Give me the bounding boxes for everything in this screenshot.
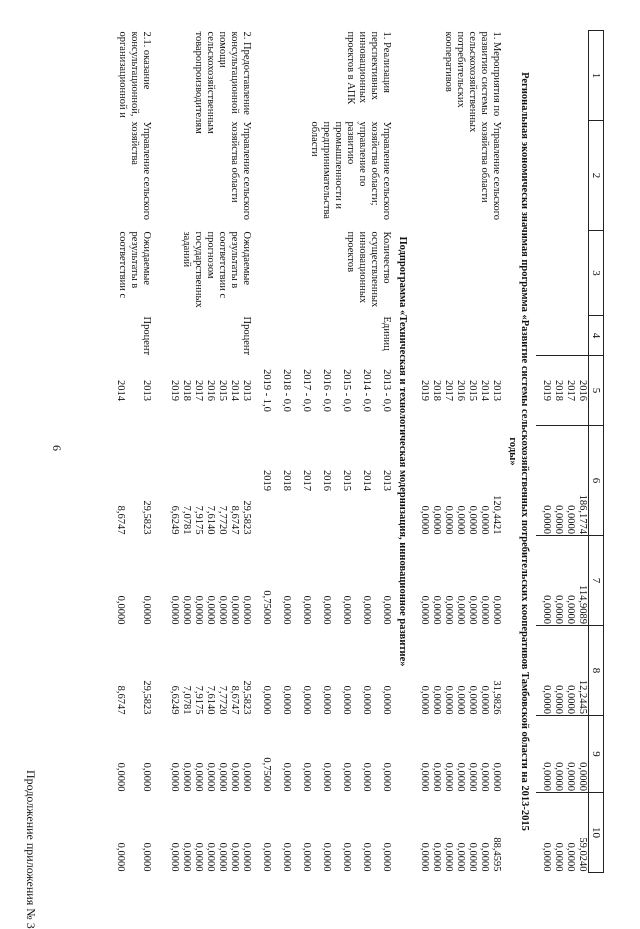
cell-value: 0,0000 (361, 762, 373, 792)
cell-value: 0,0000 (467, 595, 479, 625)
activity-name: Предоставление консультационной помощи сельскохозяйственным товаропроизводителям (193, 31, 253, 134)
cell-value: 0,0000 (341, 762, 353, 792)
cell-value: 2016 - 0,0 (321, 369, 333, 412)
cell-value: 0,0000 (565, 505, 576, 534)
cell-value: 0,0000 (301, 762, 313, 792)
cell-value: 0,0000 (321, 842, 333, 872)
col9-values (253, 794, 393, 872)
col-header-2: 2 (589, 121, 604, 231)
col-header-1: 1 (589, 31, 604, 121)
cell-value: 2018 - 0,0 (281, 369, 293, 412)
unit: Процент (141, 316, 153, 356)
indicator: Ожидаемые результаты в соответствии с (117, 231, 153, 299)
cell-value: 2018 (181, 380, 193, 401)
cell-value: 7,0781 (181, 505, 193, 535)
cell-value: 2014 (361, 470, 373, 491)
cell-value: 0,0000 (479, 842, 491, 872)
cell-value: 7,9175 (193, 685, 205, 715)
cell-value: 0,0000 (169, 762, 181, 792)
cell-value: 88,4595 (491, 837, 503, 872)
row-number: 1. (491, 31, 503, 40)
cell-value: 0,0000 (565, 762, 576, 791)
col10-values (540, 794, 588, 872)
cell-value: 0,0000 (577, 762, 588, 791)
cell-value: 0,0000 (431, 762, 443, 792)
col7-values (540, 537, 588, 624)
cell-value: 0,0000 (553, 505, 564, 534)
cell-value: 0,0000 (419, 762, 431, 792)
cell-value: 0,0000 (141, 762, 153, 792)
col-header-8: 8 (589, 626, 604, 716)
year-list (540, 357, 588, 424)
cell-value: 0,0000 (479, 595, 491, 625)
col6-values (101, 427, 153, 535)
cell-value: 0,0000 (541, 842, 552, 872)
cell-value: 0,0000 (361, 595, 373, 625)
cell-value: 0,0000 (419, 505, 431, 535)
cell-value: 0,0000 (443, 842, 455, 872)
cell-value: 0,75000 (261, 590, 273, 625)
cell-value: 0,0000 (229, 595, 241, 625)
col-header-6: 6 (589, 426, 604, 536)
cell-value: 0,0000 (361, 685, 373, 715)
cell-value: 0,0000 (205, 842, 217, 872)
program-row-3 (153, 31, 253, 873)
cell-value: 2014 (479, 380, 491, 401)
cell-value: 2013 (141, 380, 153, 401)
cell-value: 2015 (217, 380, 229, 401)
cell-value: 0,0000 (205, 762, 217, 792)
cell-value: 12,2445 (577, 679, 588, 714)
cell-value: 0,0000 (455, 842, 467, 872)
cell-value: 2017 (443, 380, 455, 401)
cell-value: 2015 - 0,0 (341, 369, 353, 412)
col10-values (419, 794, 503, 872)
col8-values (419, 627, 503, 715)
cell-value: 0,0000 (205, 595, 217, 625)
row-number: 2. (241, 31, 253, 40)
cell-value: 0,0000 (141, 595, 153, 625)
year-list (169, 357, 253, 425)
section-title-2: Подпрограмма «Техническая и технологическая модернизация, инновационное развитие» (397, 236, 409, 667)
cell-value: 0,0000 (241, 762, 253, 792)
cell-value: 0,0000 (115, 762, 127, 792)
cell-value: 0,0000 (229, 842, 241, 872)
cell-value: 0,0000 (455, 505, 467, 535)
section-title-row (503, 31, 537, 873)
appendix-label: Продолжение приложения № 3 (24, 770, 38, 929)
col6-values (419, 427, 503, 535)
cell-value: 0,0000 (141, 842, 153, 872)
cell-value: 2016 (455, 380, 467, 401)
cell-value: 0,0000 (281, 762, 293, 792)
cell-value: 0,0000 (381, 842, 393, 872)
cell-value: 0,0000 (553, 595, 564, 624)
section-title-row (393, 31, 415, 873)
col10-values (169, 794, 253, 872)
executor: Управление сельского хозяйства области; управление по развитию промышленности и предпринимательства области (309, 121, 393, 221)
cell-value: 2013 (381, 470, 393, 491)
cell-value: 2017 (565, 380, 576, 401)
cell-value: 2019 (541, 380, 552, 401)
cell-value: 2017 (301, 470, 313, 491)
cell-value: 0,0000 (431, 842, 443, 872)
target-values (253, 357, 393, 425)
unit: Единиц (381, 316, 393, 351)
executor: Управление сельского хозяйства области (229, 121, 253, 221)
cell-value: 0,0000 (479, 505, 491, 535)
carry-over-row (537, 31, 589, 873)
cell-value: 0,0000 (443, 505, 455, 535)
cell-value: 2015 (341, 470, 353, 491)
cell-value: 0,0000 (261, 685, 273, 715)
cell-value: 7,0781 (181, 685, 193, 715)
col8-values (169, 627, 253, 715)
cell-value: 0,0000 (431, 505, 443, 535)
cell-value: 29,5823 (241, 680, 253, 715)
year-list (253, 427, 393, 535)
cell-value: 0,0000 (341, 842, 353, 872)
cell-value: 0,0000 (169, 842, 181, 872)
cell-value: 0,0000 (565, 842, 576, 872)
year-list (101, 357, 153, 425)
cell-value: 0,0000 (443, 685, 455, 715)
cell-value: 2016 (577, 380, 588, 401)
cell-value: 2018 (431, 380, 443, 401)
cell-value: 29,5823 (141, 680, 153, 715)
col7-values (169, 537, 253, 625)
col-header-9: 9 (589, 716, 604, 793)
cell-value: 2017 - 0,0 (301, 369, 313, 412)
cell-value: 0,0000 (381, 762, 393, 792)
col9-values (169, 717, 253, 792)
cell-value: 0,0000 (193, 842, 205, 872)
program-row-1 (415, 31, 503, 873)
cell-value: 0,0000 (381, 595, 393, 625)
cell-value: 2013 (241, 380, 253, 401)
activity-name: Реализация перспективных инновационных проектов в АПК (345, 31, 393, 105)
cell-value: 2018 (553, 380, 564, 401)
cell-value: 0,0000 (241, 842, 253, 872)
cell-value: 0,0000 (321, 685, 333, 715)
cell-value: 0,0000 (431, 595, 443, 625)
cell-value: 0,0000 (479, 762, 491, 792)
cell-value: 0,0000 (541, 685, 552, 714)
cell-value: 2014 (229, 380, 241, 401)
cell-value: 0,0000 (181, 595, 193, 625)
cell-value: 0,0000 (261, 842, 273, 872)
cell-value: 0,0000 (241, 595, 253, 625)
cell-value: 7,9175 (193, 505, 205, 535)
cell-value: 7,6140 (205, 505, 217, 535)
executor: Управление сельского хозяйства области (479, 121, 503, 221)
cell-value: 31,9826 (491, 680, 503, 715)
cell-value: 0,0000 (467, 685, 479, 715)
cell-value: 2019 (419, 380, 431, 401)
col-header-3: 3 (589, 231, 604, 316)
cell-value: 0,0000 (281, 842, 293, 872)
cell-value: 0,0000 (443, 595, 455, 625)
cell-value: 7,7720 (217, 685, 229, 715)
cell-value: 0,0000 (115, 595, 127, 625)
col7-values (253, 627, 393, 715)
year-list (419, 357, 503, 425)
cell-value: 0,0000 (281, 595, 293, 625)
cell-value: 186,1774 (577, 494, 588, 534)
cell-value: 2016 (321, 470, 333, 491)
cell-value: 0,75000 (261, 757, 273, 792)
cell-value: 0,0000 (341, 595, 353, 625)
cell-value: 2014 - 0,0 (361, 369, 373, 412)
cell-value: 0,0000 (479, 685, 491, 715)
cell-value: 7,6140 (205, 685, 217, 715)
cell-value: 120,4421 (491, 495, 503, 535)
cell-value: 0,0000 (217, 762, 229, 792)
cell-value: 2017 (193, 380, 205, 401)
cell-value: 0,0000 (229, 762, 241, 792)
col9-values (540, 717, 588, 791)
cell-value: 6,6249 (169, 685, 181, 715)
cell-value: 59,0240 (577, 837, 588, 872)
cell-value: 0,0000 (467, 842, 479, 872)
cell-value: 0,0000 (193, 595, 205, 625)
cell-value: 2016 (205, 380, 217, 401)
cell-value: 8,6747 (115, 505, 127, 535)
col8-values (253, 717, 393, 792)
col6-values (169, 427, 253, 535)
col6-values (253, 537, 393, 625)
cell-value: 0,0000 (281, 685, 293, 715)
cell-value: 0,0000 (491, 595, 503, 625)
cell-value: 0,0000 (455, 685, 467, 715)
cell-value: 0,0000 (419, 685, 431, 715)
row-number: 2.1. (141, 31, 153, 48)
cell-value: 2019 (169, 380, 181, 401)
cell-value: 0,0000 (553, 842, 564, 872)
cell-value: 0,0000 (431, 685, 443, 715)
section-title-1: Региональная экономически значимая программа «Развитие системы сельскохозяйственных потребительских кооперативов Тамбовской области на 2013-2015 годы» (507, 72, 531, 831)
col-header-5: 5 (589, 356, 604, 426)
indicator: Ожидаемые результаты в соответствии с прогнозом государственных заданий (181, 231, 253, 308)
cell-value: 0,0000 (541, 505, 552, 534)
activity-name: Мероприятия по развитию системы сельскохозяйственных потребительских кооперативов (443, 31, 503, 133)
cell-value: 8,6747 (115, 685, 127, 715)
cell-value: 2013 - 0,0 (381, 369, 393, 412)
col-header-4: 4 (589, 316, 604, 356)
col8-values (101, 627, 153, 715)
col10-values (101, 794, 153, 872)
cell-value: 0,0000 (541, 762, 552, 791)
cell-value: 0,0000 (419, 842, 431, 872)
cell-value: 0,0000 (361, 842, 373, 872)
cell-value: 0,0000 (565, 595, 576, 624)
cell-value: 7,7720 (217, 505, 229, 535)
cell-value: 0,0000 (321, 595, 333, 625)
cell-value: 0,0000 (181, 762, 193, 792)
cell-value: 114,9089 (577, 585, 588, 624)
cell-value: 0,0000 (455, 595, 467, 625)
cell-value: 6,6249 (169, 505, 181, 535)
activity-name: оказание консультационной, организационной и (117, 31, 153, 118)
program-row-2 (253, 31, 393, 873)
cell-value: 0,0000 (455, 762, 467, 792)
cell-value: 0,0000 (565, 685, 576, 714)
col7-values (419, 537, 503, 625)
cell-value: 0,0000 (301, 595, 313, 625)
cell-value: 0,0000 (553, 685, 564, 714)
cell-value: 2014 (115, 380, 127, 401)
unit: Процент (241, 316, 253, 356)
cell-value: 0,0000 (115, 842, 127, 872)
col9-values (419, 717, 503, 792)
page-number: 6 (50, 445, 64, 451)
row-number: 1. (381, 31, 393, 40)
cell-value: 8,6747 (229, 685, 241, 715)
cell-value: 0,0000 (443, 762, 455, 792)
cell-value: 0,0000 (381, 685, 393, 715)
cell-value: 8,6747 (229, 505, 241, 535)
col6-values (540, 427, 588, 534)
col-header-7: 7 (589, 536, 604, 626)
cell-value: 29,5823 (241, 500, 253, 535)
cell-value: 0,0000 (217, 595, 229, 625)
col8-values (540, 627, 588, 714)
cell-value: 0,0000 (217, 842, 229, 872)
cell-value: 0,0000 (491, 762, 503, 792)
cell-value: 0,0000 (553, 762, 564, 791)
cell-value: 2018 (281, 470, 293, 491)
col9-values (101, 717, 153, 792)
cell-value: 2013 (491, 380, 503, 401)
cell-value: 0,0000 (467, 762, 479, 792)
col-header-10: 10 (589, 793, 604, 873)
cell-value: 0,0000 (467, 505, 479, 535)
cell-value: 29,5823 (141, 500, 153, 535)
cell-value: 0,0000 (341, 685, 353, 715)
cell-value: 0,0000 (301, 842, 313, 872)
program-row-4 (101, 31, 153, 873)
program-table (101, 30, 605, 873)
executor: Управление сельского хозяйства (129, 121, 153, 221)
cell-value: 0,0000 (181, 842, 193, 872)
cell-value: 0,0000 (321, 762, 333, 792)
cell-value: 0,0000 (193, 762, 205, 792)
cell-value: 2019 - 1,0 (261, 369, 273, 412)
cell-value: 2015 (467, 380, 479, 401)
col7-values (101, 537, 153, 625)
cell-value: 0,0000 (169, 595, 181, 625)
cell-value: 0,0000 (419, 595, 431, 625)
column-numbers-row (589, 31, 604, 873)
indicator: Количество осуществленных инновационных проектов (345, 231, 393, 308)
cell-value: 0,0000 (541, 595, 552, 624)
cell-value: 2019 (261, 470, 273, 491)
cell-value: 0,0000 (301, 685, 313, 715)
